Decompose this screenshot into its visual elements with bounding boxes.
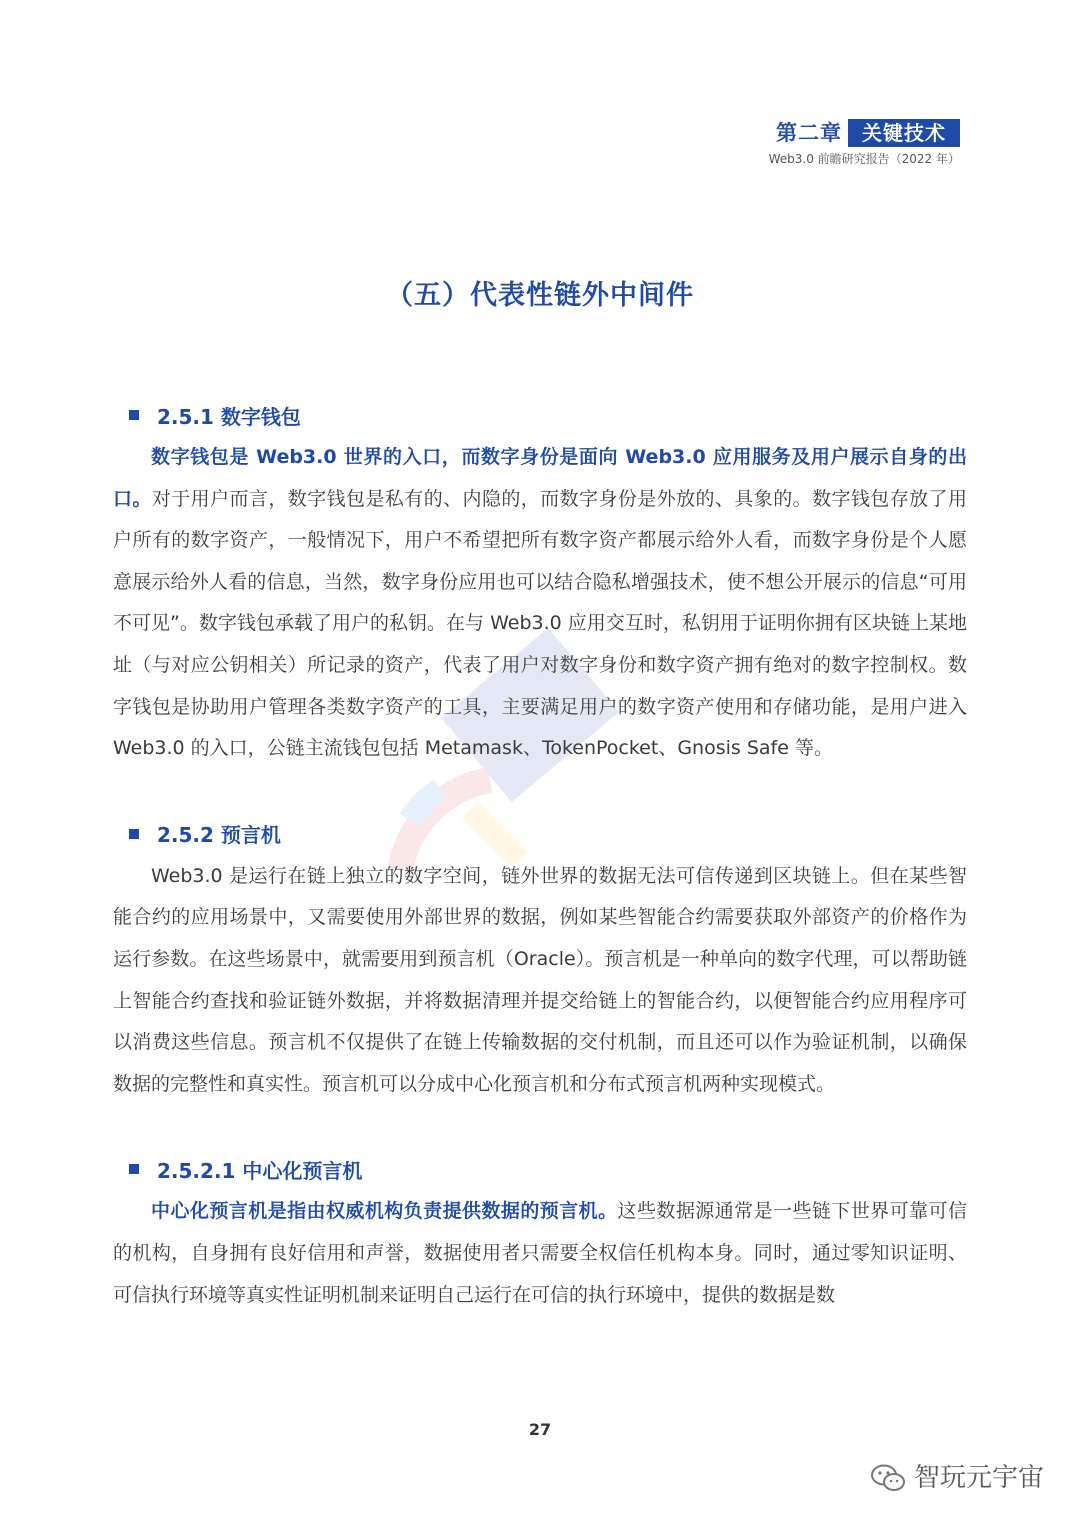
wechat-icon bbox=[870, 1463, 906, 1493]
square-bullet-icon bbox=[129, 829, 139, 839]
subheading-text: 2.5.2.1 中心化预言机 bbox=[157, 1158, 363, 1183]
square-bullet-icon bbox=[129, 410, 139, 420]
page-number: 27 bbox=[528, 1420, 552, 1439]
section-title: （五）代表性链外中间件 bbox=[386, 280, 694, 311]
chapter-number: 第二章 bbox=[776, 121, 842, 145]
subheading-text: 2.5.1 数字钱包 bbox=[157, 404, 301, 429]
paragraph-text: Web3.0 是运行在链上独立的数字空间，链外世界的数据无法可信传递到区块链上。但在某些智能合约的应用场景中，又需要使用外部世界的数据，例如某些智能合约需要获取外部资产的价格作为运行参数。在这些场景中，就需要用到预言机（Oracle）。预言机是一种单向的数字代理，可以帮助链上智能合约查找和验证链外数据，并将数据清理并提交给链上的智能合约，以便智能合约应用程序可以消费这些信息。预言机不仅提供了在链上传输数据的交付机制，而且还可以作为验证机制，以确保数据的完整性和真实性。预言机可以分成中心化预言机和分布式预言机两种实现模式。 bbox=[113, 864, 967, 1095]
chapter-name: 关键技术 bbox=[848, 119, 960, 147]
subheading-text: 2.5.2 预言机 bbox=[157, 823, 281, 848]
subheading-2-5-1 bbox=[129, 393, 967, 437]
report-name: Web3.0 前瞻研究报告（2022 年） bbox=[768, 152, 960, 166]
lead-sentence: 数字钱包是 Web3.0 世界的入口，而数字身份是面向 Web3.0 应用服务及用户展示自身的出口。 bbox=[113, 446, 967, 510]
paragraph-oracle bbox=[113, 856, 967, 1106]
paragraph-text: 这些数据源通常是一些链下世界可靠可信的机构，自身拥有良好信用和声誉，数据使用者只需要全权信任机构本身。同时，通过零知识证明、可信执行环境等真实性证明机制来证明自己运行在可信的执行环境中，提供的数据是数 bbox=[113, 1200, 967, 1306]
paragraph-centralized-oracle bbox=[113, 1191, 967, 1316]
page-header bbox=[560, 118, 960, 168]
content-body bbox=[113, 393, 967, 1316]
chapter-row bbox=[560, 118, 960, 148]
wechat-watermark bbox=[870, 1460, 1044, 1496]
paragraph-digital-wallet bbox=[113, 437, 967, 770]
subheading-2-5-2 bbox=[129, 812, 967, 856]
lead-sentence: 中心化预言机是指由权威机构负责提供数据的预言机。 bbox=[151, 1200, 618, 1223]
subheading-2-5-2-1 bbox=[129, 1147, 967, 1191]
square-bullet-icon bbox=[129, 1164, 139, 1174]
paragraph-text: 对于用户而言，数字钱包是私有的、内隐的，而数字身份是外放的、具象的。数字钱包存放了用户所有的数字资产，一般情况下，用户不希望把所有数字资产都展示给外人看，而数字身份是个人愿意展示给外人看的信息，当然，数字身份应用也可以结合隐私增强技术，使不想公开展示的信息“可用不可见”。数字钱包承载了用户的私钥。在与 Web3.0 应用交互时，私钥用于证明你拥有区块链上某地址（与对应公钥相关）所记录的资产，代表了用户对数字身份和数字资产拥有绝对的数字控制权。数字钱包是协助用户管理各类数字资产的工具，主要满足用户的数字资产使用和存储功能，是用户进入 Web3.0 的入口，公链主流钱包包括 Metamask、TokenPocket、Gnosis Safe 等。 bbox=[113, 487, 967, 760]
account-name: 智玩元宇宙 bbox=[913, 1463, 1044, 1493]
